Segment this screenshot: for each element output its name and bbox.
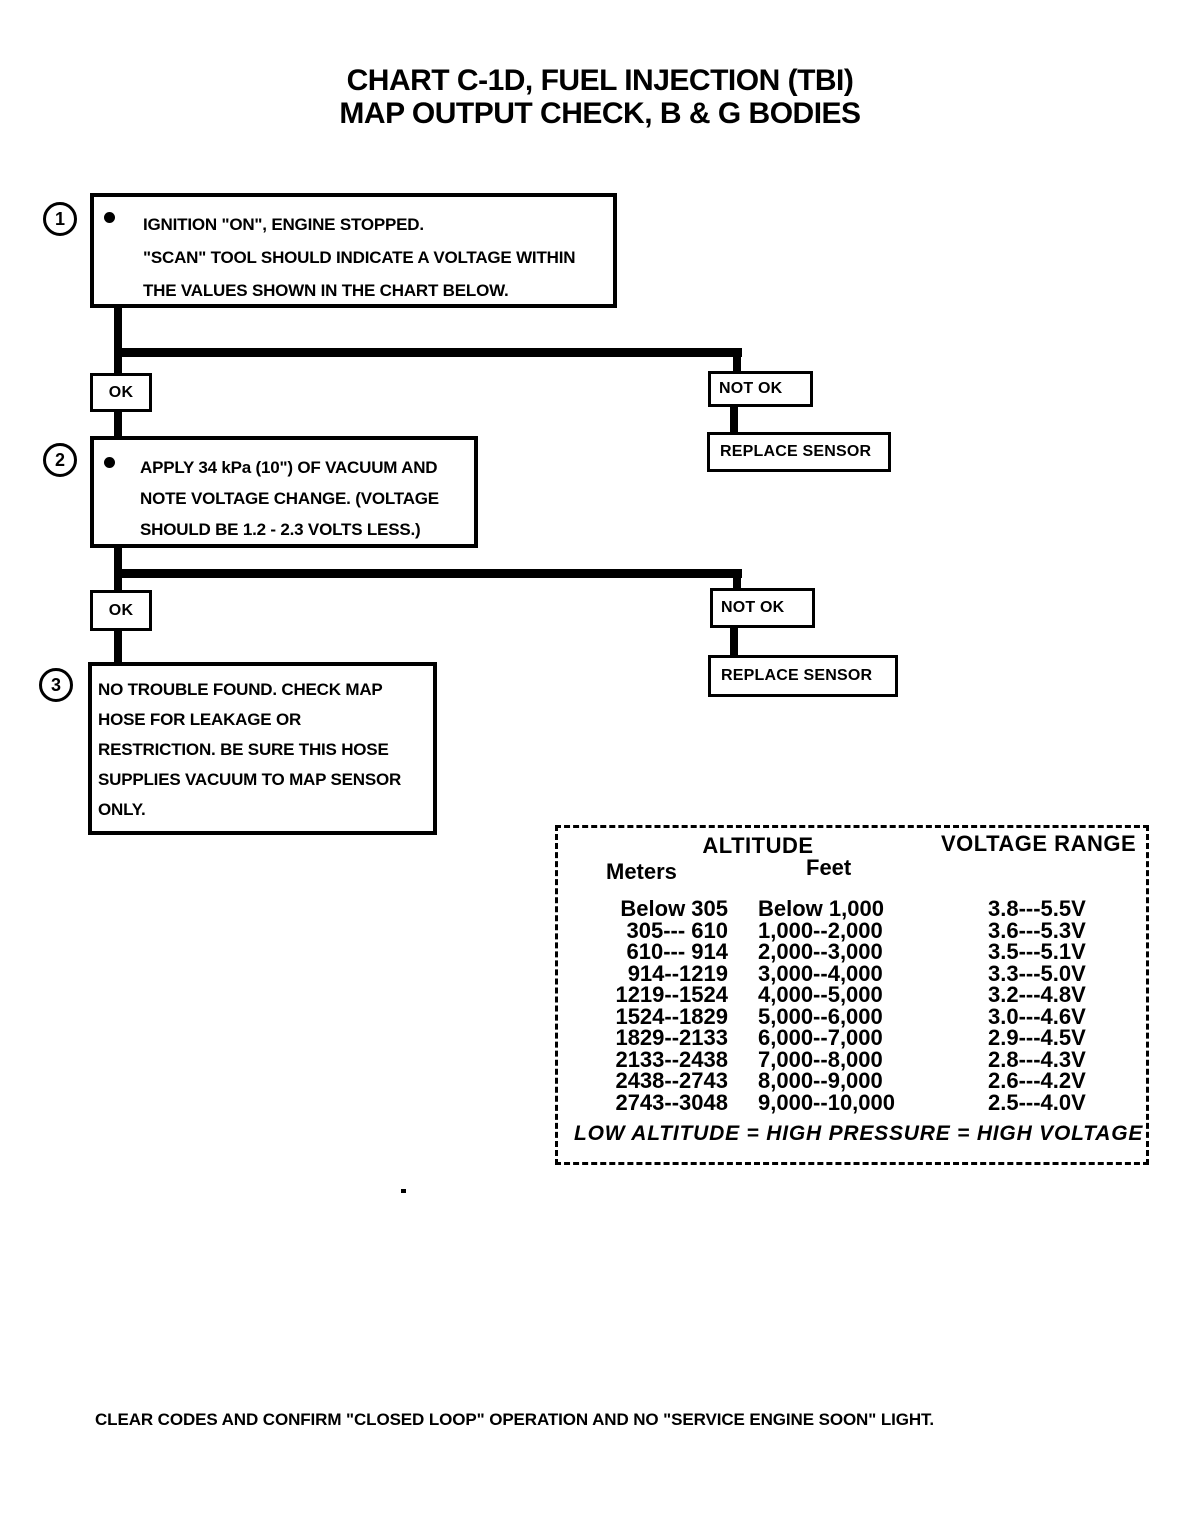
- altitude-voltage-table: [555, 825, 1149, 1165]
- connector-line: [730, 405, 738, 433]
- connector-line: [114, 357, 122, 374]
- step-3-number: 3: [50, 674, 61, 695]
- connector-line: [733, 357, 741, 372]
- not-ok-label: NOT OK: [721, 599, 785, 616]
- connector-line: [114, 306, 122, 352]
- cell-voltage: 3.3---5.0V: [988, 960, 1086, 986]
- table-body: [573, 898, 1133, 1113]
- cell-feet: 7,000--8,000: [758, 1046, 883, 1072]
- cell-feet: 6,000--7,000: [758, 1025, 883, 1050]
- step-2-box: [90, 436, 478, 548]
- step-3-line: SUPPLIES VACUUM TO MAP SENSOR: [98, 770, 402, 789]
- cell-meters: 2438--2743: [615, 1068, 728, 1093]
- cell-voltage: 3.5---5.1V: [988, 939, 1086, 964]
- step-3-number-circle: [39, 668, 73, 702]
- cell-voltage: 3.2---4.8V: [988, 982, 1086, 1007]
- step-1-box: [90, 193, 617, 308]
- table-row: [573, 898, 1133, 920]
- replace-sensor-label: REPLACE SENSOR: [720, 443, 872, 460]
- cell-voltage: 2.9---4.5V: [988, 1025, 1086, 1050]
- step-2-line: SHOULD BE 1.2 - 2.3 VOLTS LESS.): [140, 520, 421, 539]
- cell-feet: 9,000--10,000: [758, 1089, 895, 1115]
- page-title: [0, 64, 1200, 130]
- ok-box-1: [90, 373, 152, 412]
- step-3-line: NO TROUBLE FOUND. CHECK MAP: [98, 680, 383, 699]
- cell-voltage: 3.0---4.6V: [988, 1003, 1086, 1029]
- cell-meters: 2743--3048: [615, 1089, 728, 1115]
- step-2-line: APPLY 34 kPa (10") OF VACUUM AND: [140, 458, 438, 477]
- table-row: [573, 941, 1133, 963]
- step-1-line: THE VALUES SHOWN IN THE CHART BELOW.: [143, 281, 509, 300]
- table-row: [573, 1070, 1133, 1092]
- not-ok-box-1: [708, 371, 813, 407]
- step-3-line: HOSE FOR LEAKAGE OR: [98, 710, 302, 729]
- bullet-icon: [104, 212, 115, 223]
- cell-feet: Below 1,000: [758, 896, 884, 921]
- ok-box-2: [90, 590, 152, 631]
- page-title-line2: MAP OUTPUT CHECK, B & G BODIES: [339, 97, 861, 130]
- cell-feet: 5,000--6,000: [758, 1003, 883, 1029]
- connector-line: [114, 410, 122, 437]
- replace-sensor-box-2: [708, 655, 898, 697]
- table-row: [573, 917, 1133, 943]
- bullet-icon: [104, 457, 115, 468]
- step-2-number-circle: [43, 443, 77, 477]
- step-2-line: NOTE VOLTAGE CHANGE. (VOLTAGE: [140, 489, 439, 508]
- cell-meters: 1829--2133: [615, 1025, 728, 1050]
- cell-voltage: 2.8---4.3V: [988, 1046, 1086, 1072]
- page-title-line1: CHART C-1D, FUEL INJECTION (TBI): [346, 64, 854, 97]
- table-subheader-meters: Meters: [606, 859, 677, 884]
- cell-feet: 1,000--2,000: [758, 917, 883, 943]
- cell-feet: 2,000--3,000: [758, 939, 883, 964]
- table-row: [573, 1027, 1133, 1049]
- table-row: [573, 1046, 1133, 1072]
- step-1-number-circle: [43, 202, 77, 236]
- cell-meters: 2133--2438: [615, 1046, 728, 1072]
- cell-voltage: 3.8---5.5V: [988, 896, 1086, 921]
- cell-meters: 610--- 914: [626, 939, 728, 964]
- connector-line: [114, 630, 122, 662]
- cell-feet: 8,000--9,000: [758, 1068, 883, 1093]
- not-ok-label: NOT OK: [719, 380, 783, 397]
- table-subheader-feet: Feet: [806, 855, 852, 880]
- table-row: [573, 1003, 1133, 1029]
- step-2-number: 2: [54, 449, 65, 470]
- step-3-line: RESTRICTION. BE SURE THIS HOSE: [98, 740, 389, 759]
- connector-line: [114, 569, 742, 578]
- connector-line: [730, 626, 738, 655]
- step-3-line: ONLY.: [98, 800, 146, 819]
- ok-label: OK: [108, 383, 134, 401]
- scan-artifact-dot: [401, 1189, 406, 1193]
- cell-voltage: 3.6---5.3V: [988, 917, 1086, 943]
- cell-voltage: 2.6---4.2V: [988, 1068, 1086, 1093]
- cell-meters: 305--- 610: [626, 917, 728, 943]
- cell-meters: 914--1219: [627, 960, 728, 986]
- connector-line: [114, 348, 742, 357]
- replace-sensor-label: REPLACE SENSOR: [721, 667, 873, 684]
- step-1-number: 1: [54, 208, 65, 229]
- cell-meters: 1219--1524: [615, 982, 728, 1007]
- cell-meters: Below 305: [620, 896, 728, 921]
- ok-label: OK: [108, 601, 134, 619]
- table-row: [573, 960, 1133, 986]
- step-1-line: IGNITION "ON", ENGINE STOPPED.: [143, 215, 424, 234]
- cell-feet: 3,000--4,000: [758, 960, 883, 986]
- replace-sensor-box-1: [707, 432, 891, 472]
- table-header-altitude: ALTITUDE: [702, 833, 814, 858]
- not-ok-box-2: [710, 588, 815, 628]
- cell-feet: 4,000--5,000: [758, 982, 883, 1007]
- cell-voltage: 2.5---4.0V: [988, 1089, 1086, 1115]
- step-1-line: "SCAN" TOOL SHOULD INDICATE A VOLTAGE WITHIN: [143, 248, 576, 267]
- table-row: [573, 984, 1133, 1006]
- table-header-voltage-range: VOLTAGE RANGE: [941, 831, 1137, 856]
- table-row: [573, 1089, 1133, 1115]
- table-note: LOW ALTITUDE = HIGH PRESSURE = HIGH VOLTAGE: [574, 1122, 1144, 1145]
- step-3-box: [88, 662, 437, 835]
- footer-instruction: CLEAR CODES AND CONFIRM "CLOSED LOOP" OPERATION AND NO "SERVICE ENGINE SOON" LIGHT.: [95, 1410, 935, 1429]
- cell-meters: 1524--1829: [615, 1003, 728, 1029]
